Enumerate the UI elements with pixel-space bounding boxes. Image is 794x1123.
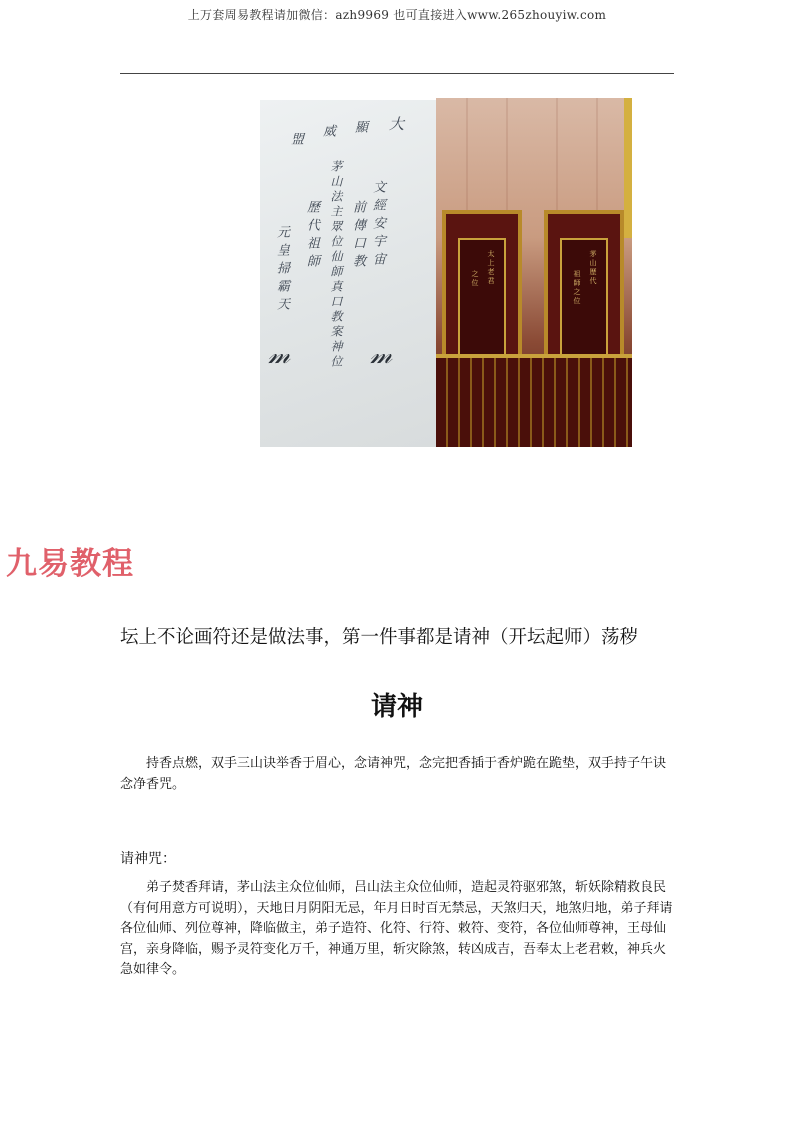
- paper-column: 歷代祖師: [304, 200, 319, 272]
- paper-column: 元皇掃霸天: [274, 225, 289, 315]
- shrine-right: 茅山歷代 祖師之位: [544, 210, 624, 380]
- instruction-paragraph: 持香点燃，双手三山诀举香于眉心，念请神咒，念完把香插于香炉跪在跪垫，双手持子午诀念净香咒。: [120, 756, 667, 792]
- incantation-paragraph: 弟子焚香拜请，茅山法主众位仙师，吕山法主众位仙师，造起灵符驱邪煞，斩妖除精救良民（有何用意方可说明），天地日月阴阳无忌，年月日时百无禁忌，天煞归天，地煞归地，弟子拜请各位仙师、列位尊神，降临做主，弟子造符、化符、行符、敕符、变符，各位仙师尊神，王母仙宫，亲身降临，赐予灵符变化万千，神通万里，斩灾除煞，转凶成吉，吾奉太上老君敕，神兵火急如律令。: [120, 880, 673, 977]
- paper-column: 前傳口教: [350, 200, 365, 272]
- signature-glyph: 𝓂: [370, 340, 393, 370]
- signature-glyph: 𝓂: [268, 340, 291, 370]
- handwritten-tablet-paper: [260, 100, 436, 447]
- section-heading: 请神: [370, 692, 423, 722]
- header-divider: [120, 73, 674, 74]
- paper-column: 大: [387, 116, 405, 136]
- incantation-label: 请神咒：: [120, 851, 176, 867]
- paper-column: 文經安宇宙: [370, 180, 385, 270]
- tassel: [624, 98, 632, 238]
- page-header: 上万套周易教程请加微信：azh9969 也可直接进入www.265zhouyiw.com: [187, 8, 607, 22]
- watermark-logo: 九易教程: [6, 546, 134, 582]
- altar-photo: [260, 98, 632, 447]
- paper-column: 茅山法主眾位仙師真口教案神位: [329, 160, 343, 370]
- paper-column: 威: [320, 124, 335, 142]
- shrine-left: 太上老君 之位: [442, 210, 522, 380]
- paper-column: 盟: [288, 132, 303, 150]
- lead-sentence: 坛上不论画符还是做法事，第一件事都是请神（开坛起师）荡秽: [120, 627, 639, 648]
- paper-column: 顯: [352, 120, 367, 138]
- altar-base: [436, 358, 632, 447]
- shrine-photo: [436, 98, 632, 447]
